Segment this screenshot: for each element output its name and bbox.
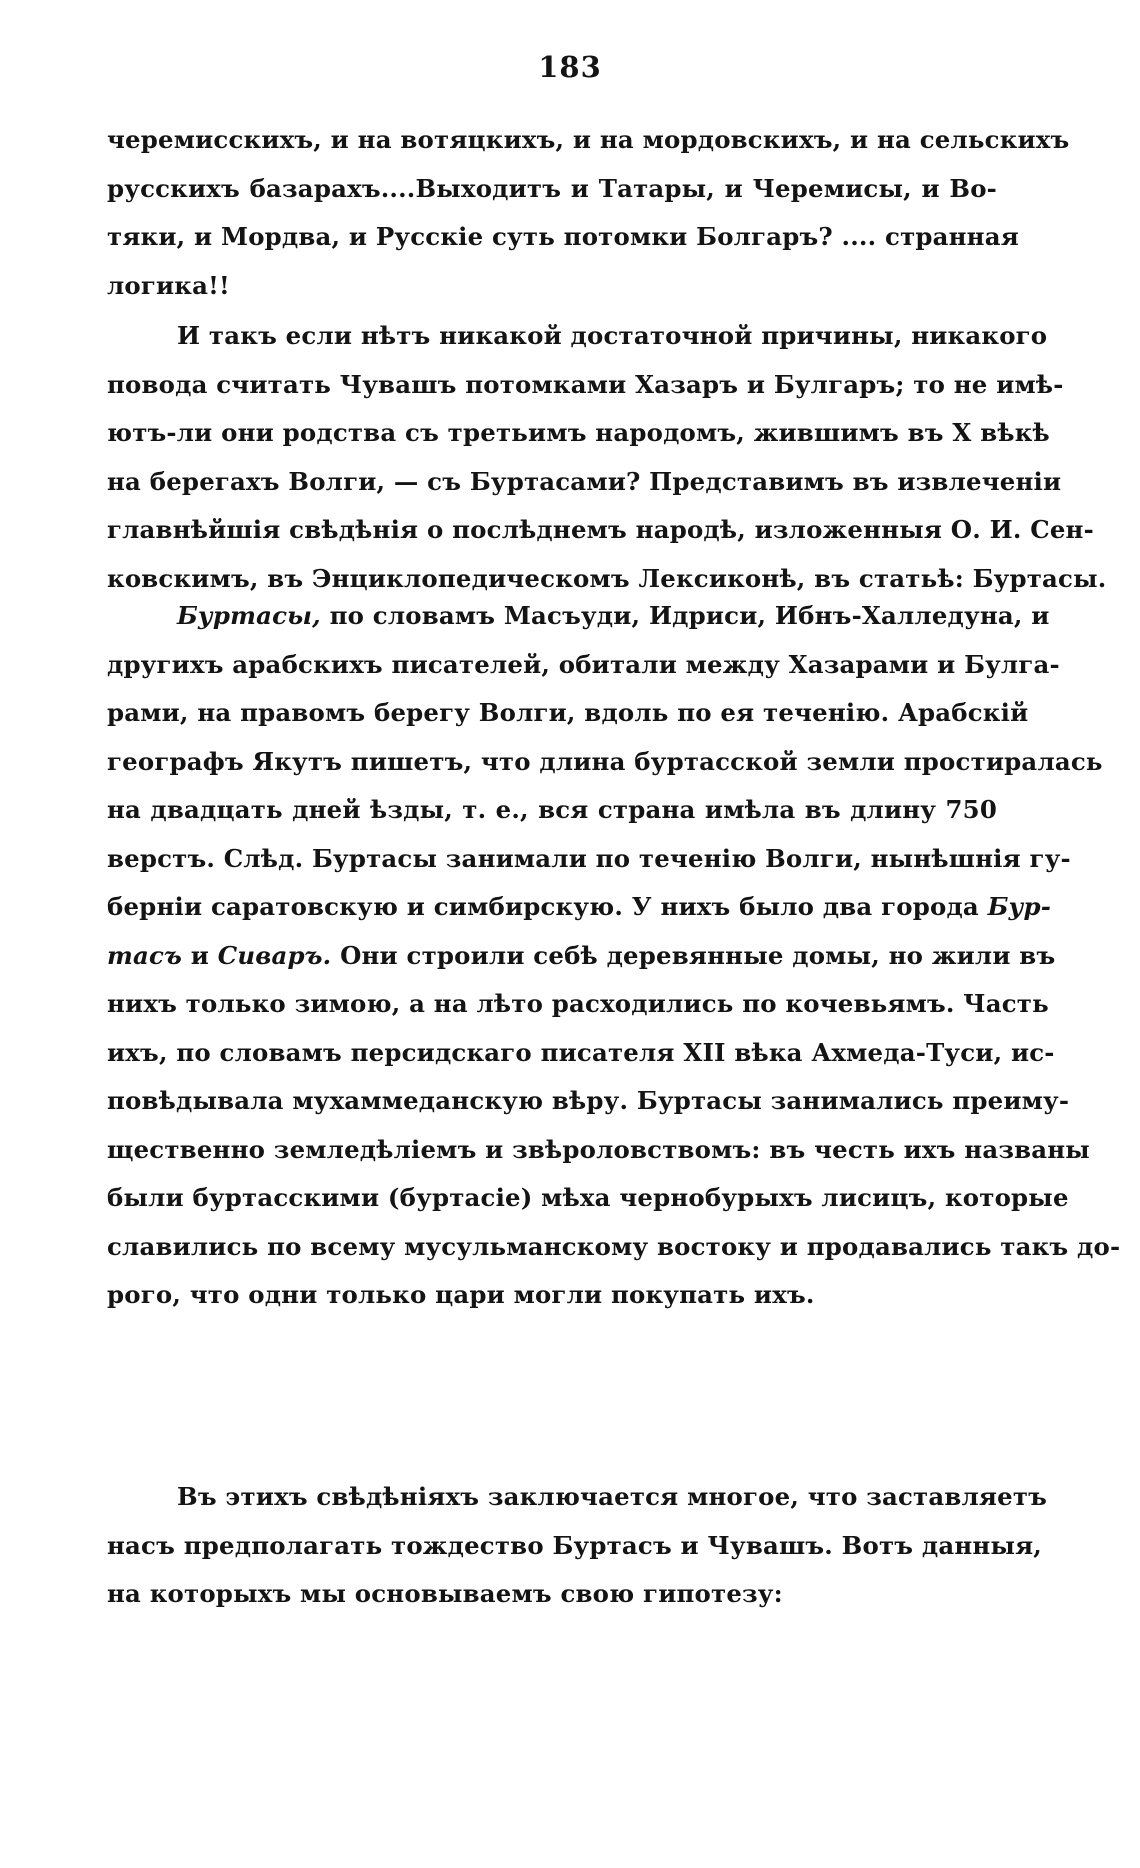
text-run: и [190,940,209,970]
emphasized-term: Буртасы, [177,601,321,630]
text-line [107,592,1050,641]
text-line: другихъ арабскихъ писателей, обитали между Хазарами и Булга- [107,649,1060,679]
text-line: нихъ только зимою, а на лѣто расходились по кочевьямъ. Часть [107,989,1049,1018]
text-line: русскихъ базарахъ....Выходитъ и Татары, и Черемисы, и Во- [107,173,997,203]
text-line: верстъ. Слѣд. Буртасы занимали по теченію Волги, нынѣшнія гу- [107,843,1071,873]
text-line: ковскимъ, въ Энциклопедическомъ Лексиконѣ, въ статьѣ: Буртасы. [107,563,1107,593]
text-line: повѣдывала мухаммеданскую вѣру. Буртасы занимались преиму- [107,1086,1070,1115]
text-line: И такъ если нѣтъ никакой достаточной причины, никакого [177,321,1048,350]
text-line: были буртасскими (буртасіе) мѣха чернобурыхъ лисицъ, которые [107,1183,1069,1212]
paragraph-2 [107,312,1107,603]
text-line: ютъ-ли они родства съ третьимъ народомъ, жившимъ въ X вѣкѣ [107,418,1050,447]
text-line: тяки, и Мордва, и Русскіе суть потомки Болгаръ? .... странная [107,222,1019,251]
paragraph-3 [107,592,1121,1320]
text-run: берніи саратовскую и симбирскую. У нихъ было два города [107,892,979,921]
paragraph-4 [107,1473,1048,1619]
text-line: на двадцать дней ѣзды, т. е., вся страна имѣла въ длину 750 [107,795,997,824]
text-line: ихъ, по словамъ персидскаго писателя XII вѣка Ахмеда-Туси, ис- [107,1037,1055,1067]
text-line: насъ предполагать тождество Буртасъ и Чувашъ. Вотъ данныя, [107,1530,1043,1560]
paragraph-1 [107,116,1070,310]
text-line: на которыхъ мы основываемъ свою гипотезу: [107,1579,783,1608]
text-line [107,932,1056,981]
text-line: повода считать Чувашъ потомками Хазаръ и Булгаръ; то не имѣ- [107,369,1064,399]
text-line: географъ Якутъ пишетъ, что длина буртасской земли простиралась [107,746,1103,776]
text-line: на берегахъ Волги, — съ Буртасами? Представимъ въ извлеченіи [107,466,1062,496]
emphasized-term: Бур- [987,892,1052,921]
text-run: Они строили себѣ деревянные домы, но жили въ [340,940,1056,970]
text-line: главнѣйшія свѣдѣнія о послѣднемъ народѣ, изложенныя О. И. Сен- [107,515,1094,544]
text-line [107,883,1052,932]
page-number: 183 [538,50,602,84]
text-run: по словамъ Масъуди, Идриси, Ибнъ-Халледуна, и [329,601,1050,630]
text-line: Въ этихъ свѣдѣніяхъ заключается многое, что заставляетъ [177,1482,1048,1511]
emphasized-term: тасъ [107,940,182,970]
emphasized-term: Сиваръ. [217,940,332,970]
text-line: щественно земледѣліемъ и звѣроловствомъ: въ честь ихъ названы [107,1134,1090,1164]
text-line: логика!! [107,270,230,300]
text-line: рого, что одни только цари могли покупать ихъ. [107,1280,815,1309]
text-line: рами, на правомъ берегу Волги, вдоль по ея теченію. Арабскій [107,698,1029,727]
text-line: славились по всему мусульманскому востоку и продавались такъ до- [107,1231,1121,1261]
text-line: черемисскихъ, и на вотяцкихъ, и на мордовскихъ, и на сельскихъ [107,125,1070,154]
